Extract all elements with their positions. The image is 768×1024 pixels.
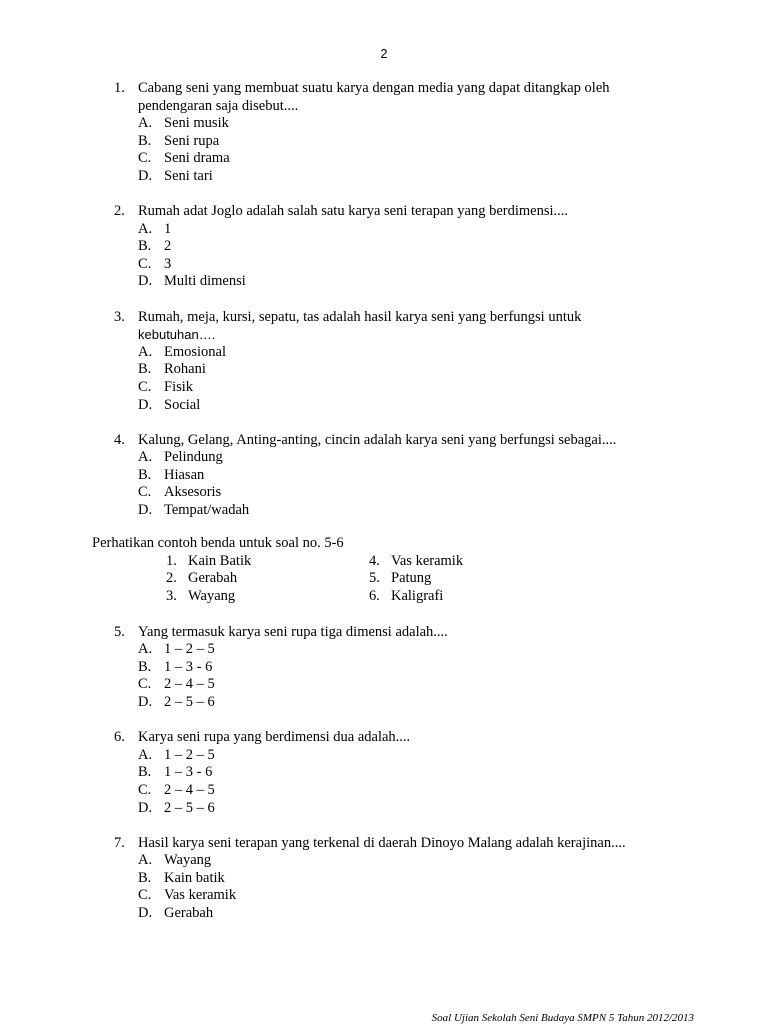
option-letter: D. [138,501,153,518]
option-d [138,502,768,520]
option-letter: A. [138,115,153,132]
option-text: 1 – 3 - 6 [164,764,213,781]
question-text-continued: pendengaran saja disebut.... [138,97,299,114]
option-text: 1 – 2 – 5 [164,746,215,763]
option-c [138,150,768,168]
item-2 [166,570,237,588]
item-number: 2. [166,570,177,587]
option-letter: B. [138,238,152,255]
question-text-continued: kebutuhan…. [138,327,216,343]
option-letter: D. [138,799,153,816]
question-2 [0,203,768,291]
option-letter: B. [138,466,152,483]
option-text: Hiasan [164,466,205,483]
page-number: 2 [380,46,388,61]
item-number: 1. [166,552,177,569]
question-number: 2. [114,203,125,220]
question-text: Cabang seni yang membuat suatu karya dengan media yang dapat ditangkap oleh [138,80,610,96]
option-d [138,168,768,186]
question-7 [0,835,768,923]
item-number: 4. [369,552,380,569]
option-text: Seni drama [164,150,230,167]
option-letter: A. [138,343,153,360]
option-c [138,379,768,397]
question-3 [0,309,768,415]
option-letter: D. [138,396,153,413]
option-letter: C. [138,887,152,904]
option-letter: A. [138,220,153,237]
option-b [138,361,768,379]
option-c [138,782,768,800]
option-d [138,397,768,415]
page-footer: Soal Ujian Sekolah Seni Budaya SMPN 5 Tahun 2012/2013 [431,1012,694,1024]
question-text: Yang termasuk karya seni rupa tiga dimensi adalah.... [138,623,448,640]
option-text: Social [164,396,201,413]
question-text: Rumah adat Joglo adalah salah satu karya seni terapan yang berdimensi.... [138,203,569,220]
option-b [138,870,768,888]
item-text: Kain Batik [188,552,252,569]
option-text: Rohani [164,361,206,378]
question-list [0,80,768,940]
option-d [138,694,768,712]
option-d [138,800,768,818]
question-text: Kalung, Gelang, Anting-anting, cincin adalah karya seni yang berfungsi sebagai.... [138,431,617,448]
item-number: 5. [369,570,380,587]
question-number: 3. [114,308,125,325]
option-letter: C. [138,150,152,167]
option-text: 2 – 4 – 5 [164,676,215,693]
option-letter: C. [138,378,152,395]
question-text: Hasil karya seni terapan yang terkenal di daerah Dinoyo Malang adalah kerajinan.... [138,834,626,851]
item-text: Gerabah [188,570,238,587]
option-letter: B. [138,764,152,781]
option-text: 2 – 4 – 5 [164,781,215,798]
option-a [138,344,768,362]
item-text: Vas keramik [391,552,464,569]
option-letter: D. [138,167,153,184]
option-text: 1 – 2 – 5 [164,641,215,658]
option-c [138,676,768,694]
option-a [138,641,768,659]
option-text: Fisik [164,378,194,395]
question-6 [0,729,768,817]
item-1 [166,553,251,571]
option-text: Seni rupa [164,132,220,149]
option-letter: B. [138,658,152,675]
option-a [138,852,768,870]
item-4 [369,553,463,571]
option-letter: B. [138,361,152,378]
option-text: Aksesoris [164,484,222,501]
option-text: Gerabah [164,904,214,921]
option-letter: A. [138,641,153,658]
item-3 [166,588,235,606]
option-b [138,133,768,151]
option-a [138,747,768,765]
option-text: Vas keramik [164,887,237,904]
item-text: Kaligrafi [391,587,444,604]
option-letter: A. [138,449,153,466]
option-letter: D. [138,694,153,711]
option-a [138,449,768,467]
option-letter: D. [138,273,153,290]
item-text: Patung [391,570,432,587]
question-number: 7. [114,834,125,851]
option-text: 1 [164,220,172,237]
question-number: 6. [114,729,125,746]
item-6 [369,588,443,606]
option-text: Seni musik [164,115,229,132]
option-b [138,764,768,782]
item-number: 6. [369,587,380,604]
option-text: 2 – 5 – 6 [164,694,215,711]
option-a [138,115,768,133]
option-letter: A. [138,746,153,763]
question-5 [0,624,768,712]
option-text: Tempat/wadah [164,501,250,518]
option-letter: C. [138,676,152,693]
option-text: Wayang [164,852,212,869]
option-c [138,887,768,905]
item-5 [369,570,431,588]
question-1 [0,80,768,186]
item-number: 3. [166,587,177,604]
option-text: 2 [164,238,172,255]
question-text: Karya seni rupa yang berdimensi dua adalah.... [138,729,411,746]
item-text: Wayang [188,587,236,604]
option-a [138,221,768,239]
section-intro: Perhatikan contoh benda untuk soal no. 5-6 [92,535,344,552]
item-grid [0,553,768,607]
option-c [138,256,768,274]
question-number: 4. [114,431,125,448]
option-d [138,905,768,923]
option-text: Emosional [164,343,227,360]
option-text: Multi dimensi [164,273,246,290]
option-letter: D. [138,904,153,921]
option-c [138,484,768,502]
question-number: 1. [114,80,125,96]
option-letter: C. [138,255,152,272]
option-text: Seni tari [164,167,213,184]
option-letter: C. [138,781,152,798]
option-letter: A. [138,852,153,869]
option-b [138,238,768,256]
question-text: Rumah, meja, kursi, sepatu, tas adalah hasil karya seni yang berfungsi untuk [138,308,582,325]
question-4 [0,432,768,520]
question-number: 5. [114,623,125,640]
option-text: 1 – 3 - 6 [164,658,213,675]
option-text: 2 – 5 – 6 [164,799,215,816]
option-b [138,467,768,485]
option-letter: C. [138,484,152,501]
option-b [138,659,768,677]
option-text: 3 [164,255,172,272]
option-letter: B. [138,132,152,149]
option-text: Kain batik [164,869,225,886]
option-text: Pelindung [164,449,223,466]
option-d [138,273,768,291]
option-letter: B. [138,869,152,886]
